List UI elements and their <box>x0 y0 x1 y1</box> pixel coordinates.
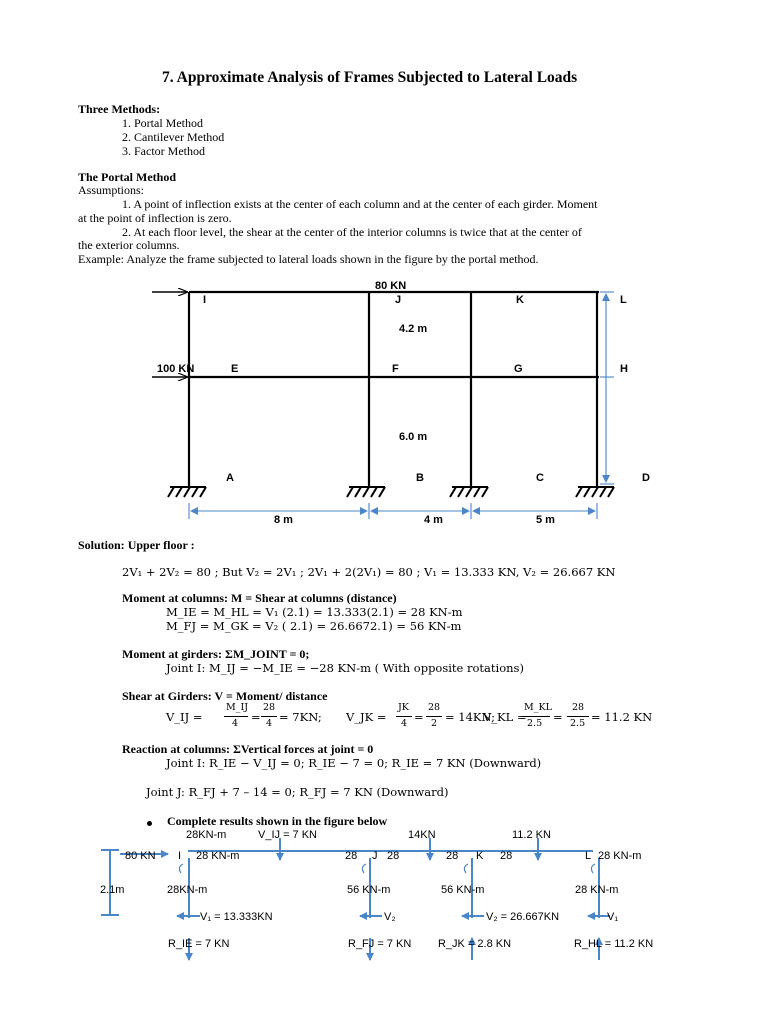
moment-columns-eq1: M_IE = M_HL = V₁ (2.1) = 13.333(2.1) = 28 KN-m <box>166 605 463 619</box>
result-col-moment-j: 56 KN-m <box>347 884 391 896</box>
result-reaction-fj: R_FJ = 7 KN <box>348 938 412 950</box>
moment-girders-heading: Moment at girders: ΣM_JOINT = 0; <box>122 647 310 661</box>
result-moment-j-left: 28 <box>345 850 358 862</box>
equals-sign: = <box>553 710 563 724</box>
node-label: H <box>620 363 628 375</box>
node-label: C <box>536 472 544 484</box>
assumption-2-line-2: the exterior columns. <box>78 238 180 252</box>
frac-num: 28 <box>572 702 585 713</box>
span-label: 4 m <box>424 514 443 526</box>
frac-num: M_IJ <box>226 702 249 713</box>
shear-vij-result: = 7KN; <box>279 710 322 724</box>
result-top-14kn: 14KN <box>408 829 436 841</box>
moment-curl-icon <box>179 864 183 873</box>
assumption-2-line-1: 2. At each floor level, the shear at the center of the interior columns is twice that at the center of <box>122 225 582 239</box>
result-node-j: J <box>372 850 378 862</box>
method-item: 3. Factor Method <box>122 144 205 158</box>
reaction-heading: Reaction at columns: ΣVertical forces at joint = 0 <box>122 742 374 756</box>
frac-den: 2 <box>431 718 438 729</box>
example-text: Example: Analyze the frame subjected to lateral loads shown in the figure by the portal method. <box>78 252 539 266</box>
load-top-label: 80 KN <box>375 280 407 292</box>
frac-den: 4 <box>266 718 273 729</box>
result-node-i: I <box>178 850 182 862</box>
node-label: E <box>231 363 239 375</box>
frac-num: 28 <box>428 702 441 713</box>
result-moment-j-right: 28 <box>387 850 400 862</box>
result-load-label: 80 KN <box>125 850 156 862</box>
result-v2-k: V₂ = 26.667KN <box>486 911 560 923</box>
load-mid-label: 100 KN <box>157 363 195 375</box>
node-label: F <box>392 363 399 375</box>
shear-vkl-label: V_KL = <box>483 710 527 724</box>
methods-heading: Three Methods: <box>78 102 161 116</box>
assumption-1-line-2: at the point of inflection is zero. <box>78 211 232 225</box>
page-title: 7. Approximate Analysis of Frames Subjected to Lateral Loads <box>162 69 578 86</box>
reaction-joint-j: Joint J: R_FJ + 7 – 14 = 0; R_FJ = 7 KN (Downward) <box>146 785 449 799</box>
assumptions-heading: Assumptions: <box>78 183 145 197</box>
node-label: I <box>203 294 207 306</box>
span-label: 8 m <box>274 514 293 526</box>
result-v1-left: V₁ = 13.333KN <box>200 911 273 923</box>
height-lower-label: 6.0 m <box>399 431 428 443</box>
result-reaction-hl: R_HL = 11.2 KN <box>574 938 654 950</box>
portal-heading: The Portal Method <box>78 170 176 184</box>
frac-den: 2.5 <box>570 718 586 729</box>
result-moment-l-right: 28 KN-m <box>598 850 642 862</box>
node-label: D <box>642 472 650 484</box>
result-moment-i-right: 28 KN-m <box>196 850 240 862</box>
shear-vij-label: V_IJ = <box>166 710 203 724</box>
moment-curl-icon <box>464 864 468 873</box>
node-label: K <box>516 294 524 306</box>
moment-girders-joint: Joint I: M_IJ = −M_IE = −28 KN-m ( With opposite rotations) <box>166 661 524 675</box>
result-col-moment-l: 28 KN-m <box>575 884 619 896</box>
result-top-vij: V_IJ = 7 KN <box>258 829 318 841</box>
node-label: J <box>395 294 402 306</box>
shear-vjk-result: = 14KN; <box>445 710 496 724</box>
height-upper-label: 4.2 m <box>399 323 428 335</box>
moment-columns-heading: Moment at columns: M = Shear at columns (distance) <box>122 591 397 605</box>
assumption-1-line-1: 1. A point of inflection exists at the center of each column and at the center of each girder. Moment <box>122 197 598 211</box>
span-label: 5 m <box>536 514 555 526</box>
node-label: A <box>226 472 234 484</box>
result-v1-l: V₁ <box>607 911 619 923</box>
reaction-joint-i: Joint I: R_IE − V_IJ = 0; R_IE − 7 = 0; R_IE = 7 KN (Downward) <box>166 756 542 770</box>
result-top-moment: 28KN-m <box>186 829 227 841</box>
shear-girders-heading: Shear at Girders: V = Moment/ distance <box>122 689 328 703</box>
shear-vjk-label: V_JK = <box>346 710 387 724</box>
result-node-k: K <box>476 850 484 862</box>
frac-den: 4 <box>401 718 408 729</box>
method-item: 1. Portal Method <box>122 116 203 130</box>
frac-num: M_KL <box>524 702 552 713</box>
result-moment-k-right: 28 <box>500 850 513 862</box>
result-height-label: 2.1m <box>100 884 125 896</box>
result-node-l: L <box>585 850 592 862</box>
bullet-text: Complete results shown in the figure below <box>167 814 388 828</box>
node-label: L <box>620 294 627 306</box>
node-label: B <box>416 472 424 484</box>
shear-vkl-result: = 11.2 KN <box>591 710 653 724</box>
node-label: G <box>514 363 523 375</box>
moment-curl-icon <box>591 864 595 873</box>
frac-num: JK <box>398 702 409 713</box>
frac-num: 28 <box>263 702 276 713</box>
method-item: 2. Cantilever Method <box>122 130 225 144</box>
moment-curl-icon <box>362 864 366 873</box>
result-col-moment-i: 28KN-m <box>167 884 208 896</box>
result-reaction-ie: R_IE = 7 KN <box>168 938 230 950</box>
frac-den: 4 <box>232 718 239 729</box>
result-reaction-jk: R_JK = 2.8 KN <box>438 938 512 950</box>
equals-sign: = <box>414 710 424 724</box>
result-v2-j: V₂ <box>384 911 396 923</box>
result-col-moment-k: 56 KN-m <box>441 884 485 896</box>
result-top-11kn: 11.2 KN <box>512 829 551 841</box>
frac-den: 2.5 <box>527 718 543 729</box>
equation-shear-split: 2V₁ + 2V₂ = 80 ; But V₂ = 2V₁ ; 2V₁ + 2(2V₁) = 80 ; V₁ = 13.333 KN, V₂ = 26.667 KN <box>122 565 616 579</box>
moment-columns-eq2: M_FJ = M_GK = V₂ ( 2.1) = 26.6672.1) = 56 KN-m <box>166 619 462 633</box>
equals-sign: = <box>251 710 261 724</box>
solution-heading: Solution: Upper floor : <box>78 538 195 552</box>
result-moment-k-left: 28 <box>446 850 459 862</box>
